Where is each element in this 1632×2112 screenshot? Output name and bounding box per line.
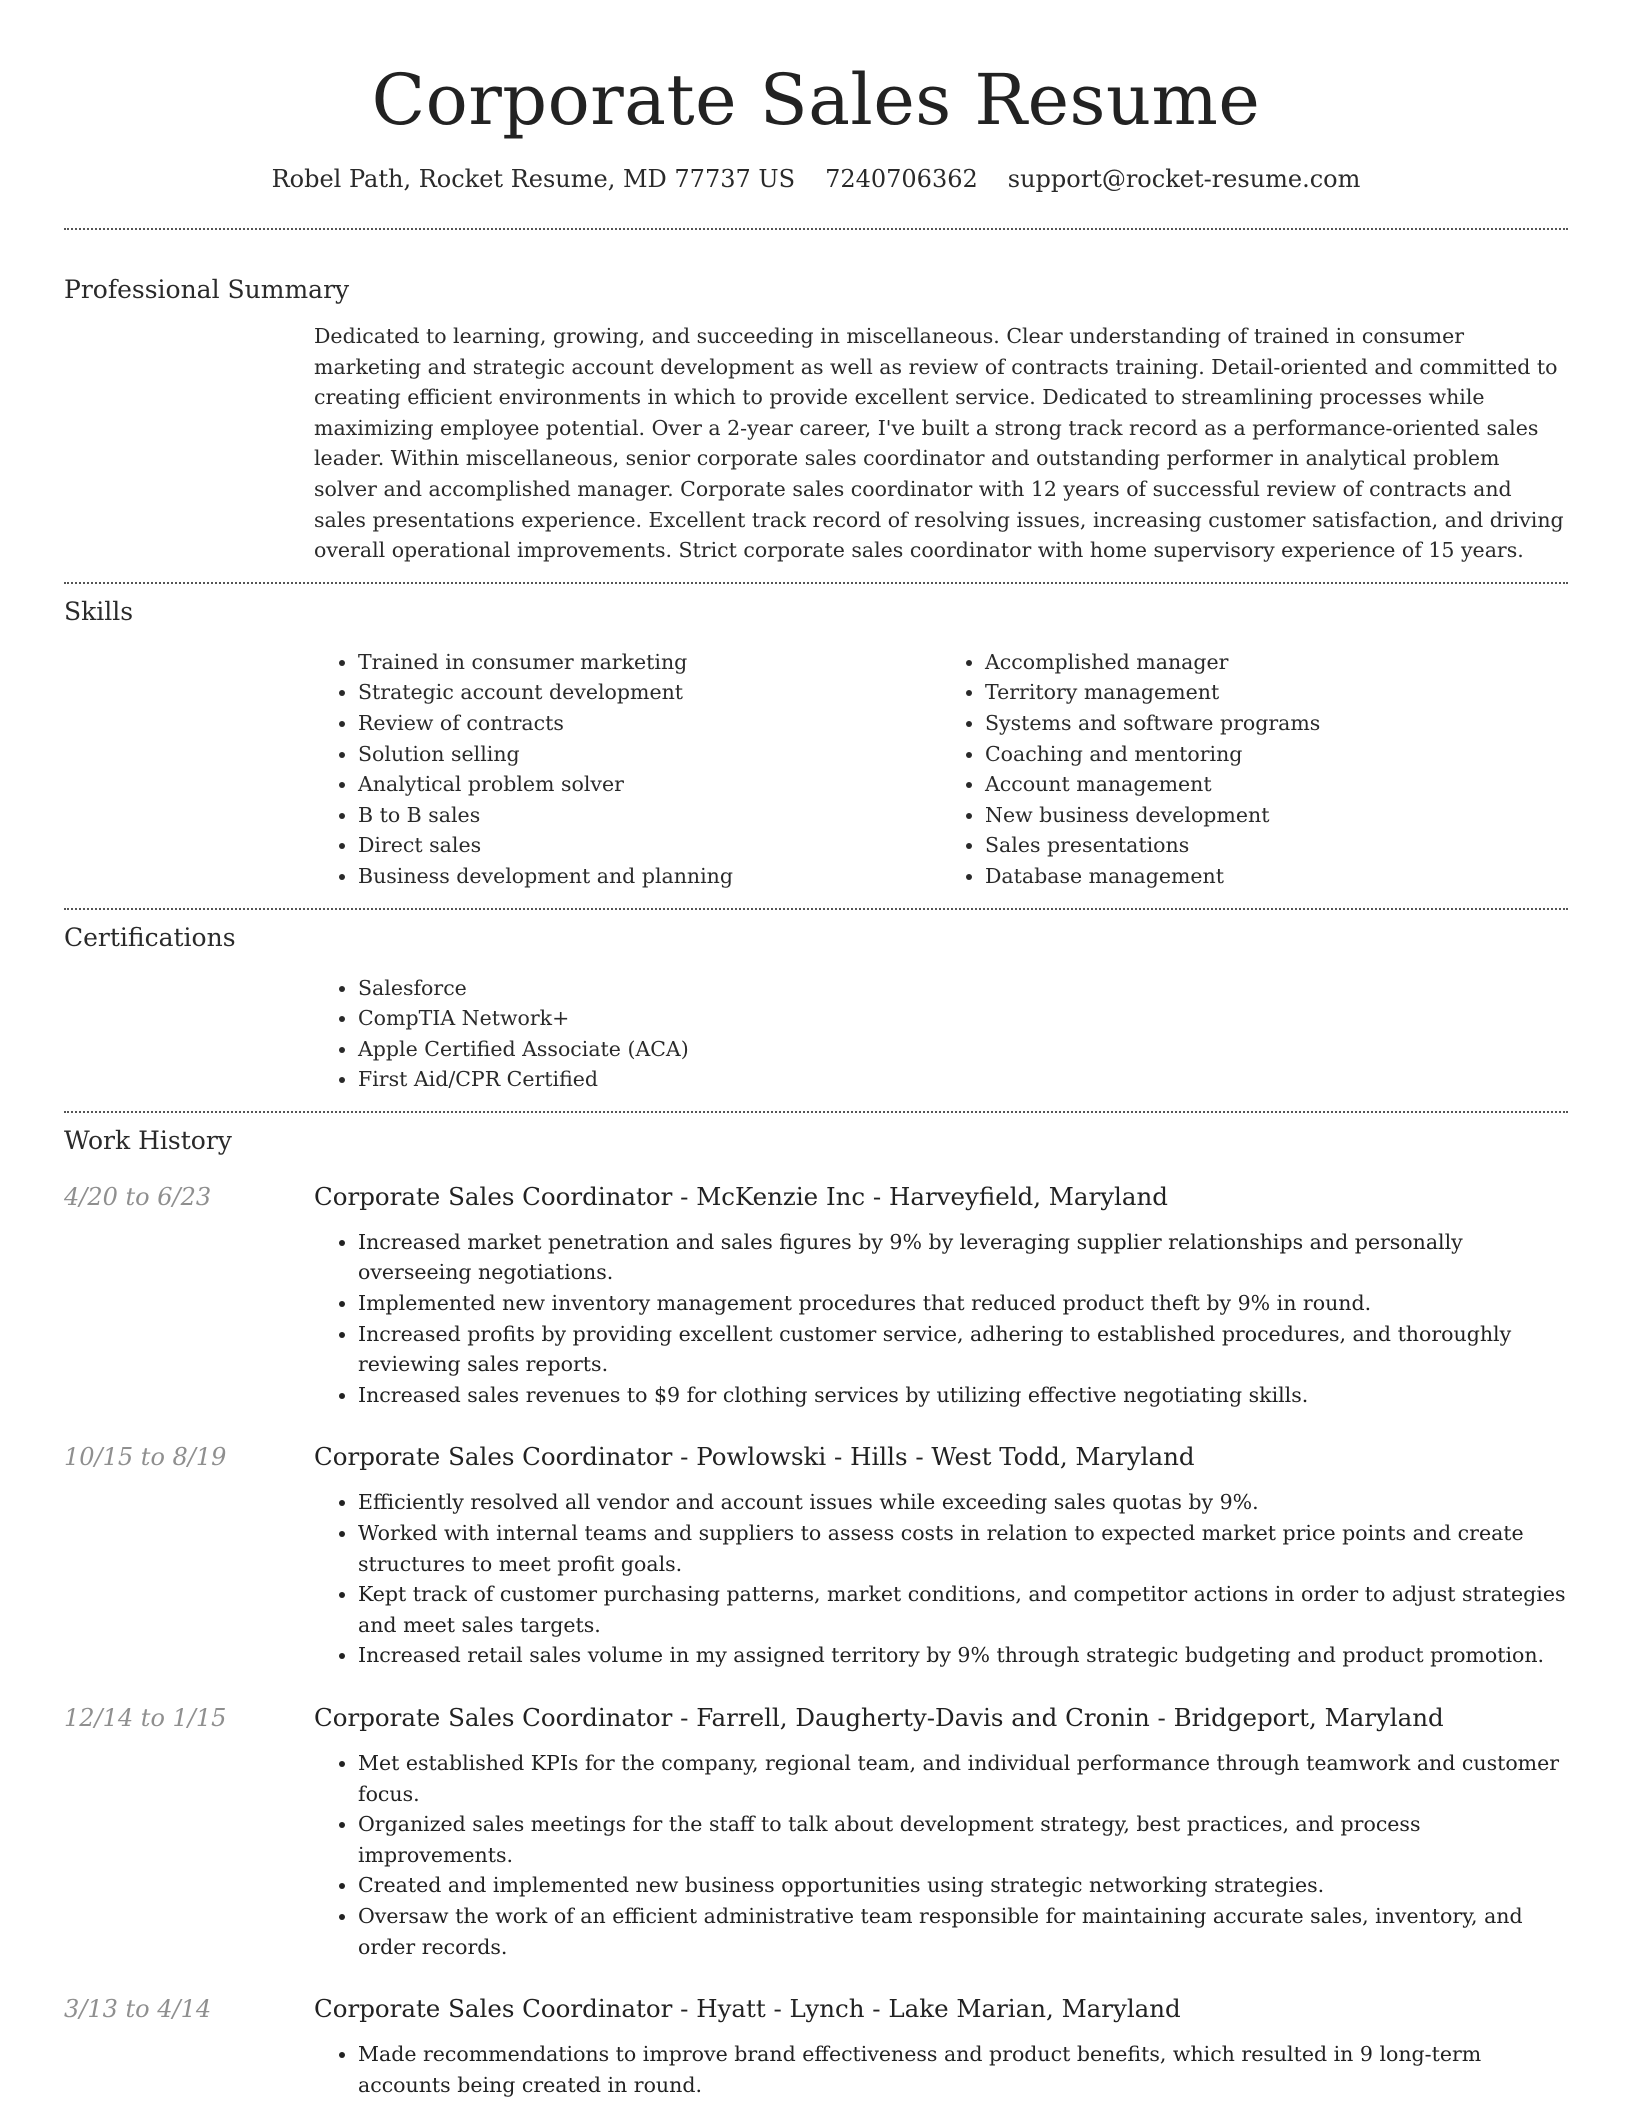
job-entry bbox=[64, 1179, 1568, 1411]
list-item: • Analytical problem solver bbox=[358, 769, 941, 800]
list-item: • Account management bbox=[985, 769, 1568, 800]
list-item: • Implemented new inventory management procedures that reduced product theft by 9% in round. bbox=[358, 1288, 1568, 1319]
certifications-section bbox=[64, 920, 1568, 1095]
certifications-list bbox=[314, 973, 1568, 1095]
job-entry bbox=[64, 1991, 1568, 2100]
job-title: Corporate Sales Coordinator - Farrell, Daugherty-Davis and Cronin - Bridgeport, Maryland bbox=[314, 1703, 1444, 1732]
list-item: • Organized sales meetings for the staff to talk about development strategy, best practices, and process improvements. bbox=[358, 1809, 1568, 1870]
list-item: • Increased profits by providing excellent customer service, adhering to established procedures, and thoroughly reviewing sales reports. bbox=[358, 1319, 1568, 1380]
skills-list-right bbox=[941, 647, 1568, 892]
section-title-certifications: Certifications bbox=[64, 922, 236, 952]
summary-section bbox=[64, 272, 1568, 566]
work-history-section bbox=[64, 1123, 1568, 2100]
job-bullets bbox=[314, 1748, 1568, 1962]
divider bbox=[64, 228, 1568, 230]
job-row bbox=[64, 1439, 1568, 1671]
contact-address: Robel Path, Rocket Resume, MD 77737 US bbox=[271, 165, 796, 193]
list-item: • Accomplished manager bbox=[985, 647, 1568, 678]
list-item: • CompTIA Network+ bbox=[358, 1003, 1568, 1034]
list-item: • Met established KPIs for the company, regional team, and individual performance through teamwork and customer focus. bbox=[358, 1748, 1568, 1809]
list-item: • Increased sales revenues to $9 for clothing services by utilizing effective negotiating skills. bbox=[358, 1380, 1568, 1411]
job-row bbox=[64, 1700, 1568, 1962]
divider bbox=[64, 908, 1568, 910]
list-item: • Territory management bbox=[985, 677, 1568, 708]
divider bbox=[64, 1111, 1568, 1113]
job-list bbox=[64, 1179, 1568, 2100]
job-details bbox=[314, 1439, 1568, 1671]
job-title: Corporate Sales Coordinator - Powlowski - Hills - West Todd, Maryland bbox=[314, 1442, 1195, 1472]
job-bullets bbox=[314, 1487, 1568, 1671]
job-bullets bbox=[314, 1227, 1568, 1411]
job-bullets bbox=[314, 2039, 1568, 2100]
summary-text: Dedicated to learning, growing, and succeeding in miscellaneous. Clear understanding of trained in consumer marketing and strategic account development as well as review of contracts training. Detail-oriented and committed to creating efficient environments in which to provide excellent service. Dedicated to streamlining processes while maximizing employee potential. Over a 2-year career, I've built a strong track record as a performance-oriented sales leader. Within miscellaneous, senior corporate sales coordinator and outstanding performer in analytical problem solver and accomplished manager. Corporate sales coordinator with 12 years of successful review of contracts and sales presentations experience. Excellent track record of resolving issues, increasing customer satisfaction, and driving overall operational improvements. Strict corporate sales coordinator with home supervisory experience of 15 years. bbox=[314, 324, 1564, 563]
section-title-summary: Professional Summary bbox=[64, 275, 350, 304]
list-item: • Kept track of customer purchasing patterns, market conditions, and competitor actions in order to adjust strategies and meet sales targets. bbox=[358, 1579, 1568, 1640]
skills-list-left bbox=[314, 647, 941, 892]
list-item: • Database management bbox=[985, 861, 1568, 892]
job-row bbox=[64, 1991, 1568, 2100]
list-item: • Direct sales bbox=[358, 830, 941, 861]
list-item: • Solution selling bbox=[358, 739, 941, 770]
list-item: • First Aid/CPR Certified bbox=[358, 1064, 1568, 1095]
list-item: • Made recommendations to improve brand effectiveness and product benefits, which resulted in 9 long-term accounts being created in round. bbox=[358, 2039, 1568, 2100]
list-item: • Increased retail sales volume in my assigned territory by 9% through strategic budgeting and product promotion. bbox=[358, 1640, 1568, 1671]
job-details bbox=[314, 1700, 1568, 1962]
section-title-work-history: Work History bbox=[64, 1125, 232, 1155]
job-details bbox=[314, 1991, 1568, 2100]
page-title: Corporate Sales Resume bbox=[371, 59, 1261, 141]
contact-line bbox=[64, 162, 1568, 196]
job-details bbox=[314, 1179, 1568, 1411]
resume-page bbox=[64, 0, 1568, 2100]
job-entry bbox=[64, 1439, 1568, 1671]
job-title: Corporate Sales Coordinator - McKenzie Inc - Harveyfield, Maryland bbox=[314, 1181, 1168, 1211]
list-item: • Increased market penetration and sales figures by 9% by leveraging supplier relationships and personally overseeing negotiations. bbox=[358, 1227, 1568, 1288]
list-item: • Efficiently resolved all vendor and account issues while exceeding sales quotas by 9%. bbox=[358, 1487, 1568, 1518]
list-item: • Review of contracts bbox=[358, 708, 941, 739]
skills-section bbox=[64, 594, 1568, 892]
list-item: • Coaching and mentoring bbox=[985, 739, 1568, 770]
list-item: • Trained in consumer marketing bbox=[358, 647, 941, 678]
list-item: • Business development and planning bbox=[358, 861, 941, 892]
divider bbox=[64, 582, 1568, 584]
contact-phone: 7240706362 bbox=[825, 165, 978, 193]
job-dates: 3/13 to 4/14 bbox=[64, 1995, 212, 2024]
list-item: • Worked with internal teams and suppliers to assess costs in relation to expected market price points and create structures to meet profit goals. bbox=[358, 1518, 1568, 1579]
contact-email[interactable]: support@rocket-resume.com bbox=[1007, 165, 1361, 193]
list-item: • Strategic account development bbox=[358, 677, 941, 708]
job-dates: 10/15 to 8/19 bbox=[64, 1443, 227, 1472]
job-dates: 12/14 to 1/15 bbox=[64, 1704, 227, 1732]
job-row bbox=[64, 1179, 1568, 1411]
list-item: • New business development bbox=[985, 800, 1568, 831]
list-item: • Oversaw the work of an efficient administrative team responsible for maintaining accurate sales, inventory, and order records. bbox=[358, 1901, 1568, 1962]
list-item: • Systems and software programs bbox=[985, 708, 1568, 739]
job-dates: 4/20 to 6/23 bbox=[64, 1182, 212, 1211]
list-item: • Salesforce bbox=[358, 973, 1568, 1004]
section-title-skills: Skills bbox=[64, 596, 134, 626]
job-title: Corporate Sales Coordinator - Hyatt - Lynch - Lake Marian, Maryland bbox=[314, 1994, 1181, 2024]
list-item: • Apple Certified Associate (ACA) bbox=[358, 1034, 1568, 1065]
list-item: • B to B sales bbox=[358, 800, 941, 831]
list-item: • Sales presentations bbox=[985, 830, 1568, 861]
list-item: • Created and implemented new business opportunities using strategic networking strategies. bbox=[358, 1870, 1568, 1901]
job-entry bbox=[64, 1700, 1568, 1962]
